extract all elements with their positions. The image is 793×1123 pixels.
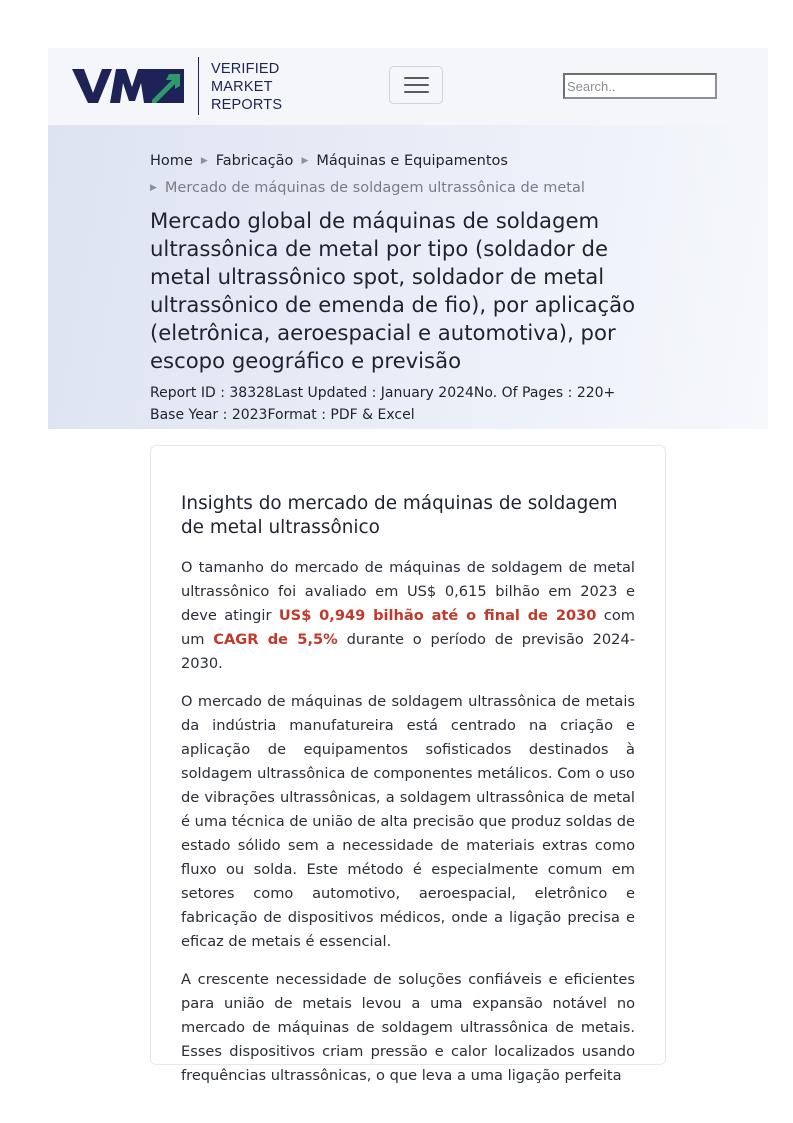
- base-year-value: 2023: [231, 407, 268, 423]
- breadcrumb-row: [150, 176, 650, 203]
- vmr-logo-mark: [72, 67, 184, 105]
- logo-divider: [198, 57, 199, 115]
- breadcrumb-fabricacao-link[interactable]: Fabricação: [215, 153, 294, 169]
- paragraph-text: com um: [181, 607, 635, 648]
- hamburger-menu-icon: [404, 91, 429, 93]
- pages-value: 220+: [576, 385, 616, 401]
- breadcrumb-home-link[interactable]: Home: [150, 153, 193, 169]
- search-input[interactable]: [563, 73, 717, 99]
- report-id-value: 38328: [229, 385, 274, 401]
- chevron-right-icon: ▶: [301, 156, 309, 166]
- logo-word-reports: REPORTS: [211, 97, 283, 113]
- pages-label: No. Of Pages :: [473, 385, 577, 401]
- insights-card: [150, 445, 666, 1084]
- format-label: Format :: [267, 407, 331, 423]
- breadcrumb-current: Mercado de máquinas de soldagem ultrassônica de metal: [164, 179, 585, 196]
- hamburger-menu-icon: [404, 77, 429, 79]
- breadcrumb: [150, 149, 650, 202]
- insights-body: [181, 492, 635, 1102]
- report-meta-row: [150, 404, 670, 426]
- report-meta: [150, 382, 670, 426]
- report-hero: [48, 125, 768, 429]
- page-title: Mercado global de máquinas de soldagem ultrassônica de metal por tipo (soldador de metal ultrassônico spot, soldador de metal ultrassônico de emenda de fio), por aplicação (eletrônica, aeroespacial e automotiva), por escopo geográfico e previsão: [150, 208, 636, 373]
- site-header: [48, 48, 768, 126]
- highlight-cagr: CAGR de 5,5%: [213, 631, 338, 648]
- hamburger-menu-icon: [404, 84, 429, 86]
- insights-paragraph-growth: A crescente necessidade de soluções confiáveis e eficientes para união de metais levou a uma expansão notável no mercado de máquinas de soldagem ultrassônica de metais. Esses dispositivos criam pressão e calor localizados usando frequências ultrassônicas, o que leva a uma ligação perfeita: [181, 971, 635, 1084]
- breadcrumb-row: [150, 149, 650, 176]
- logo-word-market: MARKET: [211, 79, 273, 95]
- hamburger-menu-button[interactable]: [389, 66, 443, 104]
- last-updated-value: January 2024: [380, 385, 474, 401]
- paragraph-text: durante o período de previsão 2024-2030.: [181, 631, 636, 672]
- insights-heading: Insights do mercado de máquinas de soldagem de metal ultrassônico: [181, 493, 618, 538]
- last-updated-label: Last Updated :: [273, 385, 381, 401]
- breadcrumb-maquinas-link[interactable]: Máquinas e Equipamentos: [316, 153, 508, 169]
- base-year-label: Base Year :: [150, 407, 232, 423]
- chevron-right-icon: ▶: [150, 182, 157, 193]
- paragraph-text: O tamanho do mercado de máquinas de soldagem de metal ultrassônico foi avaliado em US$ 0,615 bilhão em 2023 e deve atingir: [181, 559, 635, 624]
- format-value: PDF & Excel: [330, 407, 415, 423]
- insights-paragraph-overview: O mercado de máquinas de soldagem ultrassônica de metais da indústria manufatureira está centrado na criação e aplicação de equipamentos sofisticados destinados à soldagem ultrassônica de componentes metálicos. Com o uso de vibrações ultrassônicas, a soldagem ultrassônica de metal é uma técnica de união de alta precisão que produz soldas de estado sólido sem a necessidade de materiais extras como fluxo ou solda. Este método é especialmente comum em setores como automotivo, aeroespacial, eletrônico e fabricação de dispositivos médicos, onde a ligação precisa e eficaz de metais é essencial.: [181, 693, 635, 950]
- vmr-logo[interactable]: [72, 57, 282, 115]
- logo-word-verified: VERIFIED: [211, 61, 280, 77]
- chevron-right-icon: ▶: [200, 156, 208, 166]
- report-id-label: Report ID :: [150, 385, 230, 401]
- report-meta-row: [150, 382, 670, 404]
- insights-paragraph-market-size: [181, 556, 635, 676]
- logo-wordmark: [211, 60, 282, 114]
- highlight-forecast-value: US$ 0,949 bilhão até o final de 2030: [278, 607, 597, 624]
